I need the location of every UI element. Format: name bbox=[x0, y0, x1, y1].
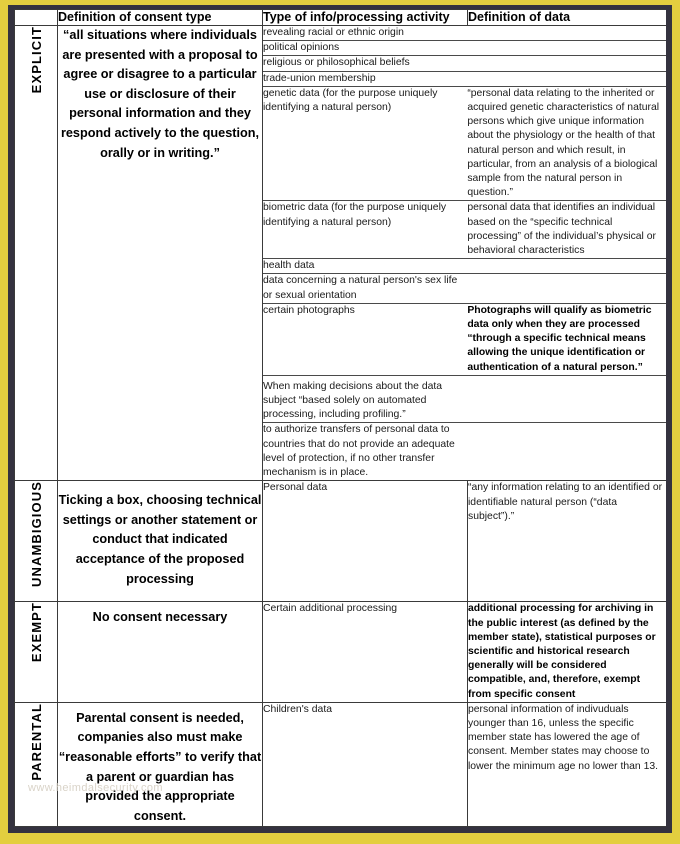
activity-cell: Children's data bbox=[263, 702, 468, 827]
data-definition-cell bbox=[467, 423, 666, 480]
data-definition-cell: Photographs will qualify as biometric data only when they are processed “through a specific technical means allowing the unique identification or authentication of a natural person.” bbox=[467, 303, 666, 375]
data-definition-cell: personal information of indivuduals younger than 16, unless the specific member state has lowered the age of consent. Member states may choose to lower the minimum age no lower than 13. bbox=[468, 702, 667, 827]
section-definition-exempt: No consent necessary bbox=[58, 602, 263, 702]
section-label-unambigious bbox=[15, 481, 58, 602]
section-label-parental bbox=[15, 702, 58, 827]
data-definition-cell bbox=[467, 71, 666, 86]
section-label-text: UNAMBIGIOUS bbox=[28, 481, 44, 588]
section-definition-explicit: “all situations where individuals are presented with a proposal to agree or disagree to a particular use or disclosure of their personal information and they respond actively to the question, orally or in writing.” bbox=[58, 26, 263, 481]
section-rows-explicit bbox=[263, 26, 667, 481]
site-watermark: www.heimdalsecurity.com bbox=[28, 782, 163, 794]
section-label-exempt bbox=[15, 602, 58, 702]
data-definition-cell bbox=[467, 375, 666, 423]
activity-cell: Certain additional processing bbox=[263, 602, 468, 702]
section-label-text: EXEMPT bbox=[28, 602, 44, 663]
section-definition-parental: Parental consent is needed, companies also must make “reasonable efforts” to verify that a parent or guardian has provided the appropriate consent. bbox=[58, 702, 263, 827]
activity-cell: Personal data bbox=[263, 481, 468, 602]
data-definition-cell: “any information relating to an identified or identifiable natural person (“data subject”).” bbox=[468, 481, 667, 602]
list-item bbox=[263, 274, 666, 303]
table-row bbox=[15, 26, 667, 481]
data-definition-cell: additional processing for archiving in the public interest (as defined by the member state), statistical purposes or scientific and historical research generally will be considered compatible, and, therefore, exempt from specific consent bbox=[468, 602, 667, 702]
table-row bbox=[15, 702, 667, 827]
activity-cell: certain photographs bbox=[263, 303, 467, 375]
activity-cell: When making decisions about the data subject “based solely on automated processing, including profiling.” bbox=[263, 375, 467, 423]
page-content-area bbox=[14, 9, 666, 827]
activity-cell: data concerning a natural person's sex life or sexual orientation bbox=[263, 274, 467, 303]
activity-cell: revealing racial or ethnic origin bbox=[263, 26, 467, 41]
list-item bbox=[263, 303, 666, 375]
data-definition-cell bbox=[467, 56, 666, 71]
list-item bbox=[263, 71, 666, 86]
header-cell-blank bbox=[15, 10, 58, 26]
header-cell-type-of-info: Type of info/processing activity bbox=[263, 10, 468, 26]
header-cell-definition-of-data: Definition of data bbox=[468, 10, 667, 26]
list-item bbox=[263, 56, 666, 71]
list-item bbox=[263, 259, 666, 274]
table-row bbox=[15, 602, 667, 702]
inner-rows-table bbox=[263, 26, 666, 480]
header-cell-definition-of-consent-type: Definition of consent type bbox=[58, 10, 263, 26]
list-item bbox=[263, 41, 666, 56]
activity-cell: health data bbox=[263, 259, 467, 274]
activity-cell: religious or philosophical beliefs bbox=[263, 56, 467, 71]
list-item bbox=[263, 423, 666, 480]
data-definition-cell: personal data that identifies an individual based on the “specific technical processing” of the individual’s physical or behavioral characteristics bbox=[467, 201, 666, 259]
activity-cell: trade-union membership bbox=[263, 71, 467, 86]
activity-cell: genetic data (for the purpose uniquely identifying a natural person) bbox=[263, 86, 467, 201]
activity-cell: biometric data (for the purpose uniquely identifying a natural person) bbox=[263, 201, 467, 259]
activity-cell: political opinions bbox=[263, 41, 467, 56]
consent-types-table bbox=[14, 9, 666, 827]
data-definition-cell bbox=[467, 274, 666, 303]
table-row bbox=[15, 481, 667, 602]
list-item bbox=[263, 26, 666, 41]
section-label-text: EXPLICIT bbox=[28, 26, 44, 94]
data-definition-cell bbox=[467, 26, 666, 41]
list-item bbox=[263, 201, 666, 259]
data-definition-cell bbox=[467, 259, 666, 274]
activity-cell: to authorize transfers of personal data to countries that do not provide an adequate level of protection, if no other transfer mechanism is in place. bbox=[263, 423, 467, 480]
section-definition-unambigious: Ticking a box, choosing technical settings or another statement or conduct that indicated acceptance of the proposed processing bbox=[58, 481, 263, 602]
list-item bbox=[263, 375, 666, 423]
data-definition-cell: “personal data relating to the inherited or acquired genetic characteristics of natural persons which give unique information about the physiology or the health of that natural person and which result, in particular, from an analysis of a biological sample from the natural person in question.” bbox=[467, 86, 666, 201]
data-definition-cell bbox=[467, 41, 666, 56]
section-label-explicit bbox=[15, 26, 58, 481]
list-item bbox=[263, 86, 666, 201]
table-header-row bbox=[15, 10, 667, 26]
section-label-text: PARENTAL bbox=[28, 702, 44, 781]
